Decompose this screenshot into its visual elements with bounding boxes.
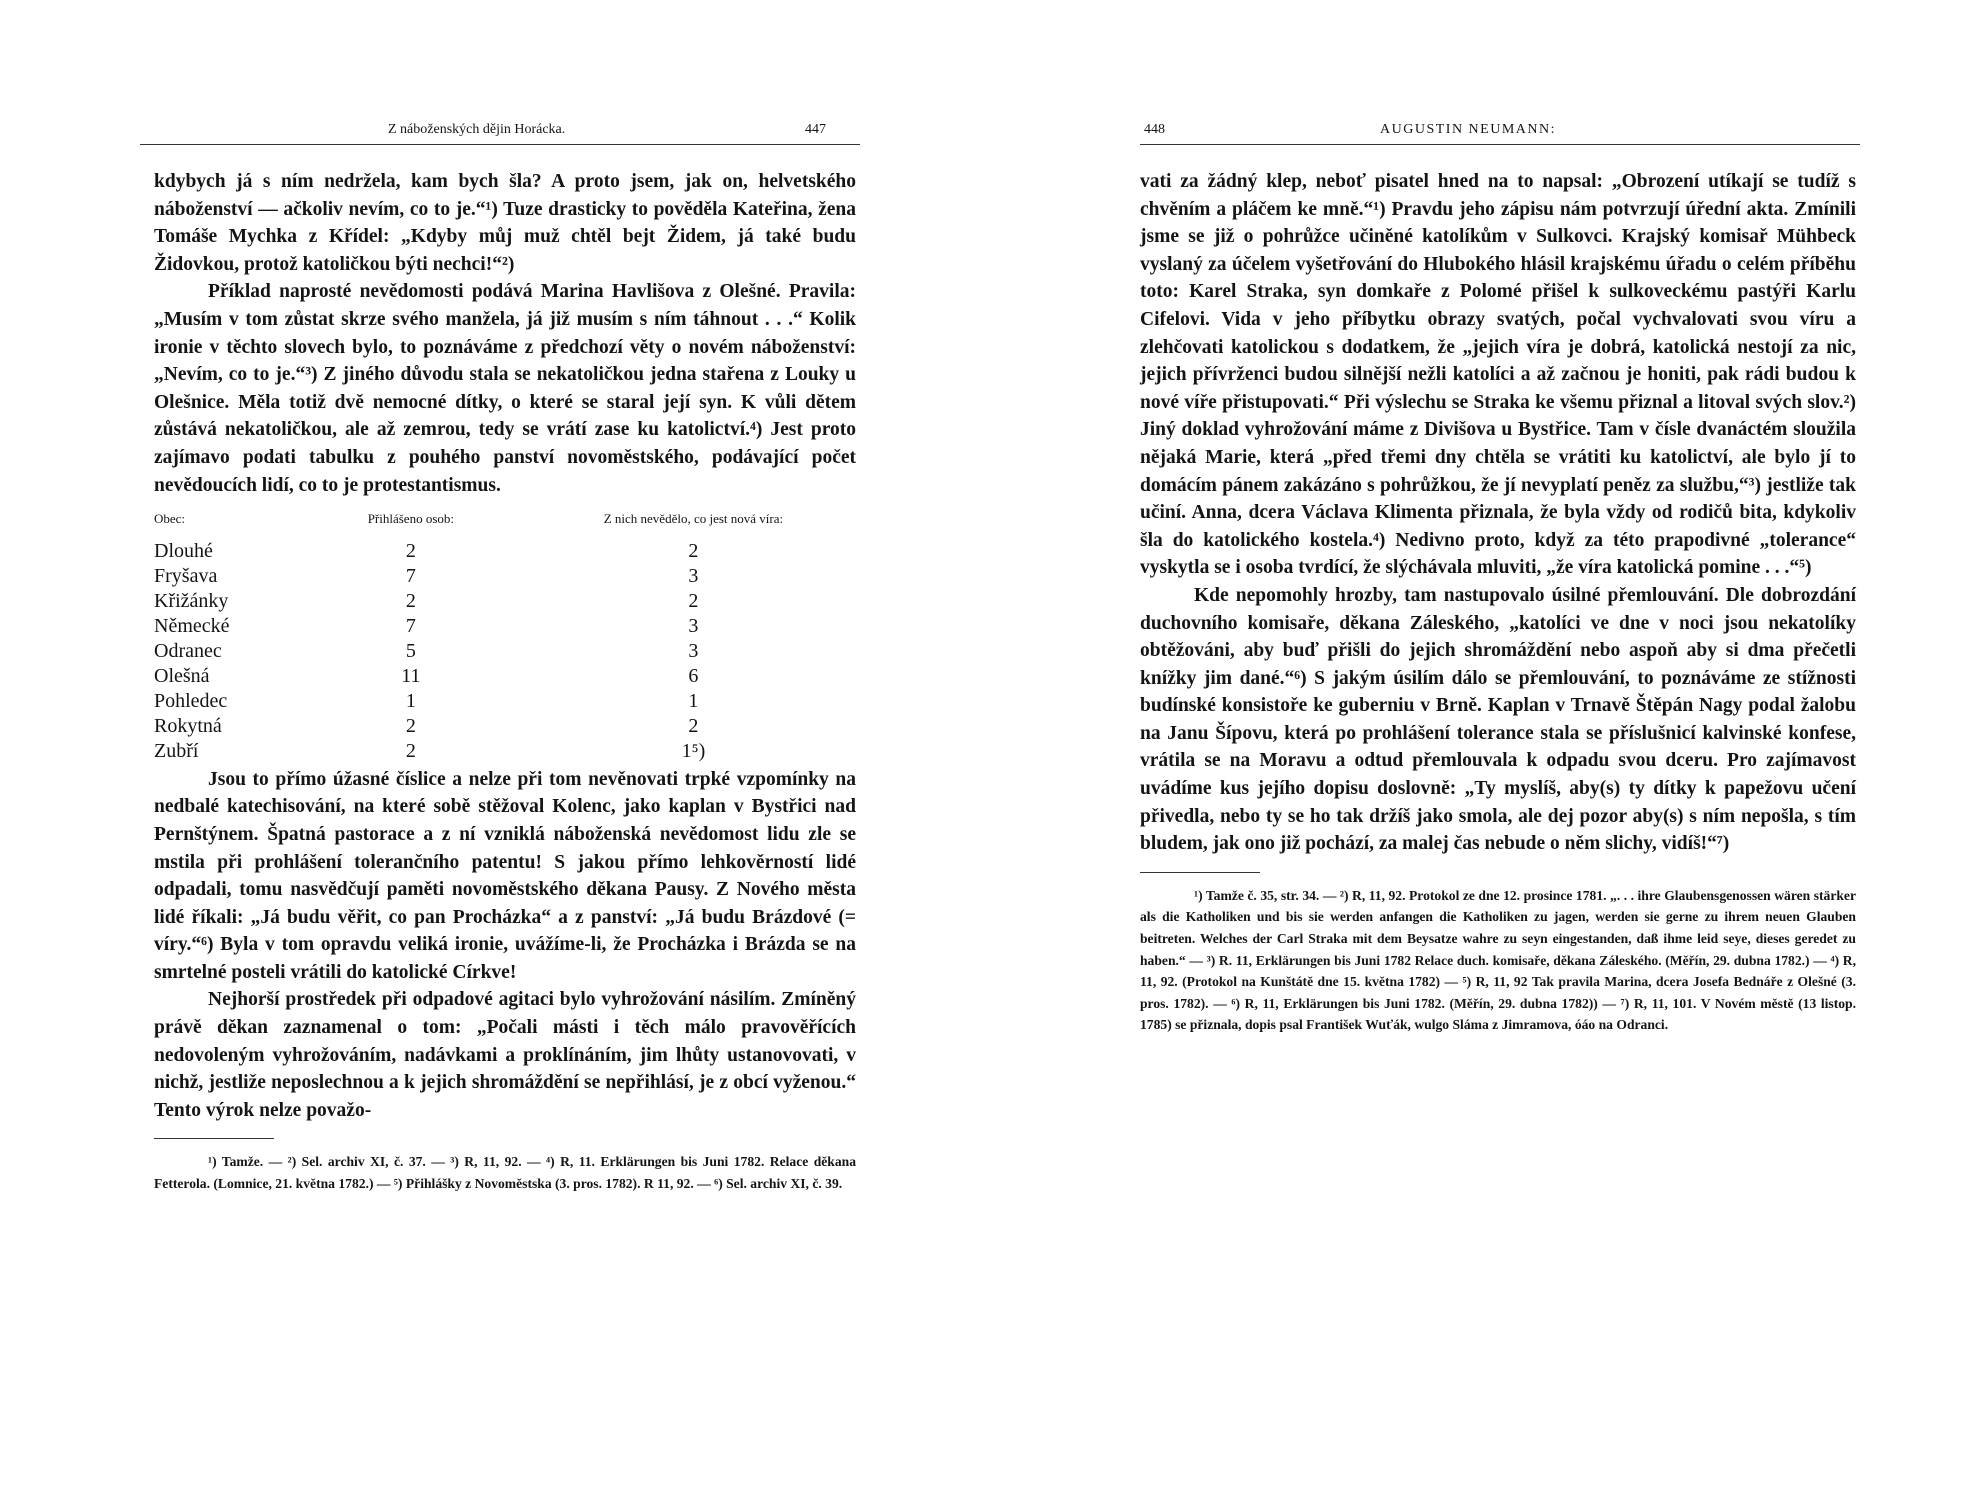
- left-body-text: [154, 168, 856, 1195]
- table-row: [154, 614, 856, 639]
- left-footnote-divider: [154, 1138, 274, 1139]
- right-page-number: 448: [1144, 122, 1165, 137]
- left-running-head: [140, 118, 860, 145]
- census-cell-nevedelo: 3: [688, 614, 699, 637]
- census-cell-nevedelo: 1: [688, 689, 699, 712]
- left-paragraph-1: kdybych já s ním nedržela, kam bych šla? A proto jsem, jak on, helvetského náboženství — ačkoliv nevím, co to je.“¹) Tuze drasticky to pověděla Kateřina, žena Tomáše Mychka z Křídel: „Kdyby můj muž chtěl bejt Židem, já také budu Židovkou, protož katoličkou býti nechci!“²): [154, 171, 856, 275]
- census-cell-prihlaseno: 2: [405, 739, 416, 762]
- right-paragraph-2: Kde nepomohly hrozby, tam nastupovalo úsilné přemlouvání. Dle dobrozdání duchovního komisaře, děkana Záleského, „katolíci ve dne v noci jsou nekatolíky obtěžováni, aby buď přišli do jejich shromáždění nebo aspoň aby si dma přečetli knížky jim dané.“⁶) S jakým úsilím dálo se přemlouvání, to poznáváme ze stížnosti budínské konsistoře ke guberniu v Brně. Kaplan v Trnavě Štěpán Nagy podal žalobu na Janu Šípovu, která po prohlášení tolerance stala se příslušnicí kalvinské konfese, vrátila se na Moravu a odtud přemlouvala k odpadu svou dceru. Pro zajímavost uvádíme kus jejího dopisu doslovně: „Ty myslíš, aby(s) ty dítky k papežovu učení přivedla, nebo ty se ho tak držíš jako smola, ale dej pozor aby(s) s ním nepošla, s tím bludem, jak ono již pochází, za malej čas nebude o něm slichy, vidíš!“⁷): [1140, 584, 1856, 855]
- table-row: [154, 689, 856, 714]
- right-footnote-divider: [1140, 872, 1260, 873]
- table-row: [154, 589, 856, 614]
- right-paragraph-1: vati za žádný klep, neboť pisatel hned na to napsal: „Obrození utíkají se tudíž s chvěním a pláčem ke mně.“¹) Pravdu jeho zápisu nám potvrzují úřední akta. Zmínili jsme se již o pohrůžce učiněné katolíkům v Sulkovci. Krajský komisař Mühbeck vyslaný za účelem vyšetřování do Hlubokého hlásil krajskému úřadu o celém příběhu toto: Karel Straka, syn domkaře z Polomé přišel k sulkoveckému pastýři Karlu Cifelovi. Vida v jeho příbytku obrazy svatých, počal vychvalovati svou víru a zlehčovati katolickou s dodatkem, že „jejich víra je dobrá, katolická nestojí za nic, jejich přívrženci budou silnější nežli katolíci a až začnou je honiti, pak rádi budou k nové víře přistupovati.“ Při výslechu se Straka ke všemu přiznal a litoval svých slov.²) Jiný doklad vyhrožování máme z Divišova u Bystřice. Tam v čísle dvanáctém sloužila nějaká Marie, která „před třemi dny chtěla se vrátiti ku katolictví, ale bylo jí to domácím pánem zakázáno s pohrůžkou, že jí nevyplatí peněz za službu,“³) jestliže tak učiní. Anna, dcera Václava Klimenta přiznala, že byla vždy od rodičů bita, kdykoliv šla do katolického kostela.⁴) Nedivno proto, když za této prapodivné „tolerance“ vyskytla se i osoba tvrdící, že slýchávala mluviti, „že víra katolická pomine . . .“⁵): [1140, 171, 1856, 579]
- census-cell-obec: Fryšava: [154, 564, 218, 587]
- census-cell-prihlaseno: 2: [405, 714, 416, 737]
- census-table-header-row: [154, 505, 856, 539]
- census-cell-prihlaseno: 2: [405, 539, 416, 562]
- census-cell-prihlaseno: 1: [405, 689, 416, 712]
- table-row: [154, 639, 856, 664]
- census-cell-prihlaseno: 5: [405, 639, 416, 662]
- census-header-prihlaseno: Přihlášeno osob:: [367, 511, 454, 527]
- census-cell-nevedelo: 3: [688, 564, 699, 587]
- census-cell-nevedelo: 2: [688, 539, 699, 562]
- left-paragraph-2: Příklad naprosté nevědomosti podává Marina Havlišova z Olešné. Pravila: „Musím v tom zůstat skrze svého manžela, já již musím s ním táhnout . . .“ Kolik ironie v těchto slovech bylo, to poznáváme z předchozí věty o novém náboženství: „Nevím, co to je.“³) Z jiného důvodu stala se nekatoličkou jedna stařena z Louky u Olešnice. Měla totiž dvě nemocné dítky, o které se staral její syn. K vůli dětem zůstává nekatoličkou, ale až zemrou, tedy se vrátí zase ku katolictví.⁴) Jest proto zajímavo podati tabulku z pouhého panství novoměstského, podávající počet nevědoucích lidí, co to je protestantismus.: [154, 281, 856, 496]
- table-row: [154, 714, 856, 739]
- census-cell-obec: Dlouhé: [154, 539, 213, 562]
- census-cell-nevedelo: 2: [688, 714, 699, 737]
- census-cell-nevedelo: 3: [688, 639, 699, 662]
- left-page-number: 447: [805, 122, 826, 137]
- table-row: [154, 739, 856, 764]
- right-body-text: [1140, 168, 1856, 1036]
- right-running-head: [1140, 118, 1860, 145]
- left-paragraph-3: Jsou to přímo úžasné číslice a nelze při tom nevěnovati trpké vzpomínky na nedbalé katechisování, na které sobě stěžoval Kolenc, jako kaplan v Bystřici nad Pernštýnem. Špatná pastorace a z ní vzniklá náboženská nevědomost lidu zle se mstila při prohlášení tolerančního patentu! S jakou přímo lehkověrností lidé odpadali, tomu nasvědčují paměti novoměstského děkana Pausy. Z Nového města lidé říkali: „Já budu věřit, co pan Procházka“ a z panství: „Já budu Brázdové (= víry.“⁶) Byla v tom opravdu veliká ironie, uvážíme-li, že Procházka i Brázda se na smrtelné posteli vrátili do katolické Církve!: [154, 768, 856, 983]
- table-row: [154, 564, 856, 589]
- census-cell-prihlaseno: 7: [405, 614, 416, 637]
- census-cell-prihlaseno: 11: [401, 664, 421, 687]
- census-cell-obec: Rokytná: [154, 714, 222, 737]
- right-header-title: AUGUSTIN NEUMANN:: [1380, 122, 1556, 137]
- table-row: [154, 664, 856, 689]
- census-table: [154, 505, 856, 764]
- census-cell-obec: Německé: [154, 614, 230, 637]
- census-cell-prihlaseno: 7: [405, 564, 416, 587]
- census-cell-obec: Křižánky: [154, 589, 229, 612]
- census-cell-obec: Pohledec: [154, 689, 228, 712]
- census-cell-obec: Odranec: [154, 639, 222, 662]
- census-cell-obec: Olešná: [154, 664, 210, 687]
- census-cell-nevedelo: 2: [688, 589, 699, 612]
- right-footnotes: ¹) Tamže č. 35, str. 34. — ²) R, 11, 92. Protokol ze dne 12. prosince 1781. „. . . ihre Glaubensgenossen wären stärker als die Katholiken und bis sie werden anfangen die Katholiken zu jagen, werden sie gerne zu ihrem neuen Glauben beitreten. Welches der Carl Straka mit dem Beysatze wahre zu seyn eingestanden, daß ihme leid seye, dieses geredet zu haben.“ — ³) R. 11, Erklärungen bis Juni 1782 Relace duch. komisaře, děkana Záleského. (Měřín, 29. dubna 1782.) — ⁴) R, 11, 92. (Protokol na Kunštátě dne 15. května 1782) — ⁵) R, 11, 92 Tak pravila Marina, dcera Josefa Bednáře z Olešné (3. pros. 1782). — ⁶) R, 11, Erklärungen bis Juni 1782. (Měřín, 29. dubna 1782)) — ⁷) R, 11, 101. V Novém městě (13 listop. 1785) se přiznala, dopis psal František Wuťák, wulgo Sláma z Jimramova, óáo na Odranci.: [1140, 887, 1856, 1033]
- census-cell-nevedelo: 1⁵): [681, 739, 706, 762]
- table-row: [154, 539, 856, 564]
- left-footnotes: ¹) Tamže. — ²) Sel. archiv XI, č. 37. — ³) R, 11, 92. — ⁴) R, 11. Erklärungen bis Juni 1782. Relace děkana Fetterola. (Lomnice, 21. května 1782.) — ⁵) Přihlášky z Novoměstska (3. pros. 1782). R 11, 92. — ⁶) Sel. archiv XI, č. 39.: [154, 1154, 856, 1192]
- right-page: [1140, 0, 1860, 1500]
- census-cell-nevedelo: 6: [688, 664, 699, 687]
- left-header-title: Z náboženských dějin Horácka.: [388, 122, 566, 137]
- census-header-obec: Obec:: [154, 511, 186, 527]
- left-paragraph-4: Nejhorší prostředek při odpadové agitaci bylo vyhrožování násilím. Zmíněný právě děkan zaznamenal o tom: „Počali másti i těch málo pravověřících nedovoleným vyhrožováním, nadávkami a proklínáním, jim lhůty ustanovovati, v nichž, jestliže neposlechnou a k jejich shromáždění se nepřihlásí, je z obcí vyženou.“ Tento výrok nelze považo-: [154, 989, 856, 1121]
- census-cell-prihlaseno: 2: [405, 589, 416, 612]
- left-page: [140, 0, 860, 1500]
- census-header-nevedelo: Z nich nevědělo, co jest nová víra:: [603, 511, 784, 527]
- census-cell-obec: Zubří: [154, 739, 199, 762]
